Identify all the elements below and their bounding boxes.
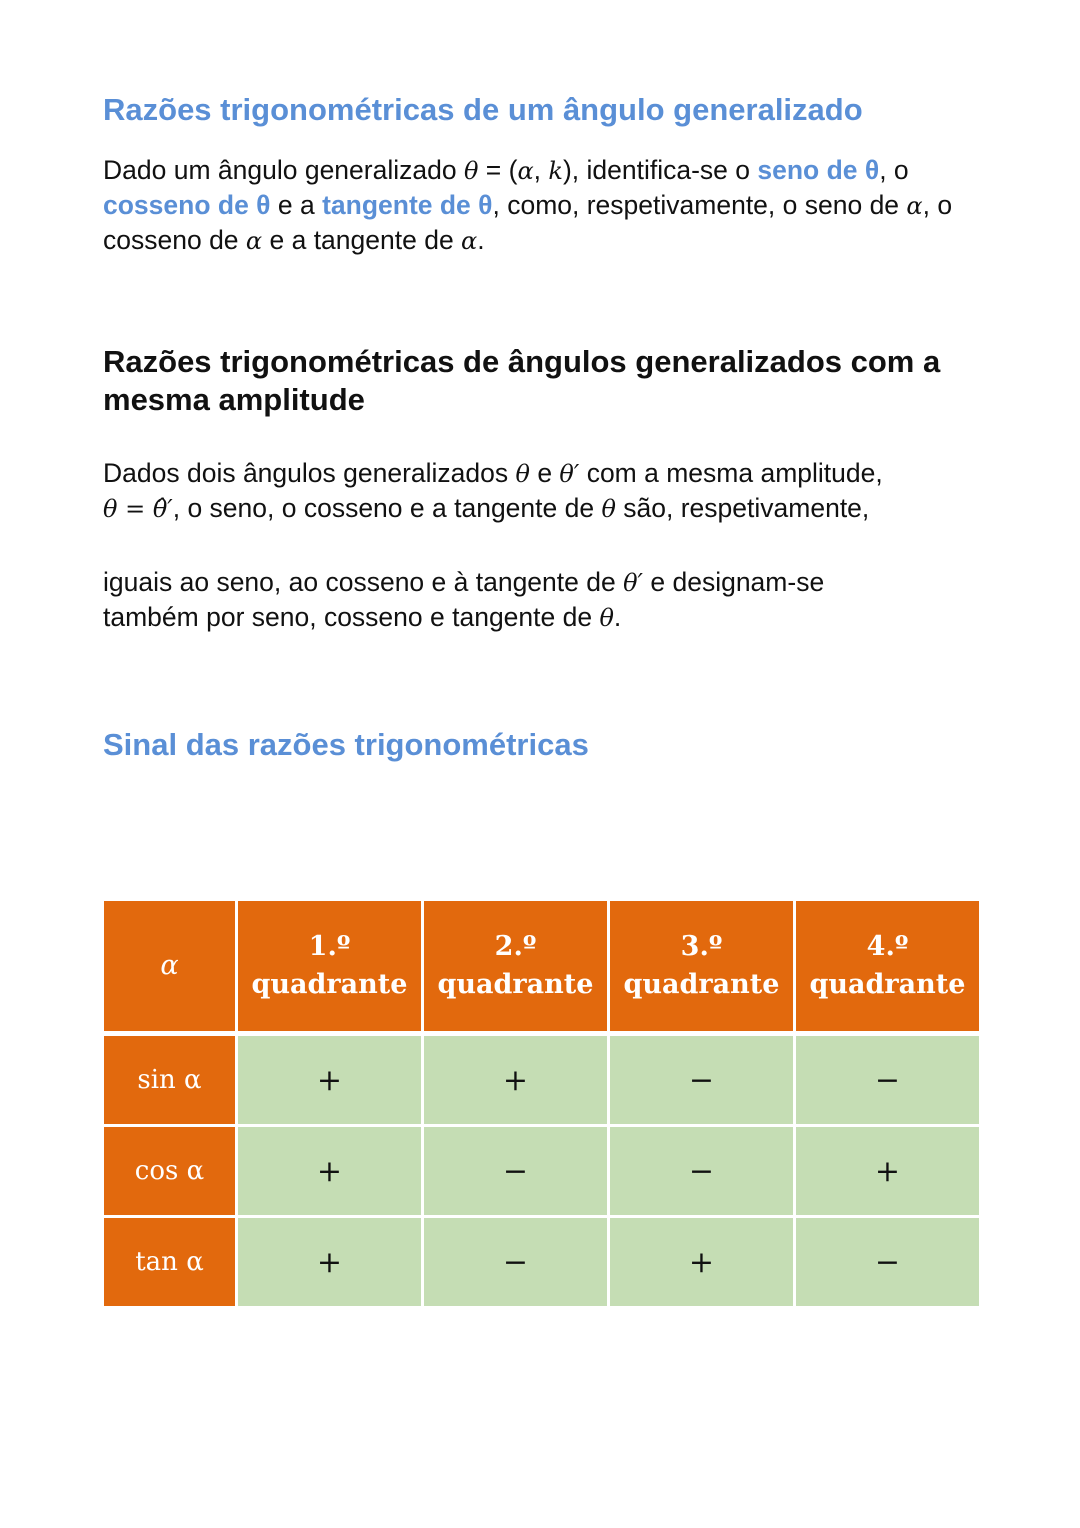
text: também por seno, cosseno e tangente de xyxy=(103,602,600,632)
text: e designam-se xyxy=(643,567,825,597)
text: . xyxy=(613,602,622,632)
math: α xyxy=(906,192,923,220)
text: e a xyxy=(270,190,323,220)
math: θ = θ̂′ xyxy=(103,495,173,523)
row-label: tan α xyxy=(103,1217,237,1308)
sign-cell: − xyxy=(423,1126,609,1217)
header-q2 xyxy=(423,900,609,1034)
header-word: quadrante xyxy=(809,969,966,1000)
math: α xyxy=(461,227,478,255)
text: = ( xyxy=(478,155,518,185)
sign-cell: + xyxy=(609,1217,795,1308)
header-q4 xyxy=(795,900,981,1034)
header-num: 4.º xyxy=(866,931,909,962)
row-label: sin α xyxy=(103,1034,237,1126)
sign-cell: + xyxy=(237,1034,423,1126)
header-num: 2.º xyxy=(494,931,537,962)
sign-cell: + xyxy=(237,1217,423,1308)
section-title-generalized-angle: Razões trigonométricas de um ângulo generalizado xyxy=(103,92,863,127)
header-word: quadrante xyxy=(437,969,594,1000)
header-word: quadrante xyxy=(623,969,780,1000)
sign-cell: − xyxy=(795,1217,981,1308)
row-label: cos α xyxy=(103,1126,237,1217)
sign-cell: − xyxy=(609,1034,795,1126)
math: θ xyxy=(463,157,479,185)
section-title-same-amplitude: Razões trigonométricas de ângulos generalizados com a mesma amplitude xyxy=(103,344,941,417)
section-title-signs: Sinal das razões trigonométricas xyxy=(103,727,589,762)
text: são, respetivamente, xyxy=(615,493,870,523)
text: , como, respetivamente, o seno de xyxy=(492,190,907,220)
header-num: 1.º xyxy=(308,931,351,962)
header-q3 xyxy=(609,900,795,1034)
math: θ xyxy=(599,604,614,632)
sign-cell: − xyxy=(795,1034,981,1126)
math: θ′ xyxy=(559,460,580,488)
paragraph-same-amplitude-2 xyxy=(103,565,1003,635)
sign-cell: − xyxy=(423,1217,609,1308)
math: α xyxy=(517,157,534,185)
sign-cell: + xyxy=(795,1126,981,1217)
text: , o xyxy=(879,155,909,185)
math: θ xyxy=(515,460,530,488)
paragraph-same-amplitude-1 xyxy=(103,456,1003,526)
corner-header: α xyxy=(103,900,237,1034)
math: k xyxy=(548,157,563,185)
text: . xyxy=(477,225,485,255)
text: , o cosseno de xyxy=(103,190,953,255)
text: iguais ao seno, ao cosseno e à tangente de xyxy=(103,567,624,597)
sign-cell: − xyxy=(609,1126,795,1217)
term-tangente: tangente de θ xyxy=(322,190,493,220)
header-q1 xyxy=(237,900,423,1034)
text: com a mesma amplitude, xyxy=(579,458,883,488)
table-row-sin xyxy=(103,1034,981,1126)
term-seno: seno de θ xyxy=(757,155,880,185)
text: e xyxy=(529,458,560,488)
text: , o seno, o cosseno e a tangente de xyxy=(172,493,602,523)
header-word: quadrante xyxy=(251,969,408,1000)
paragraph-definition: Dado um ângulo generalizado θ = (α, k), identifica-se o seno de θ, o cosseno de θ e a tangente de θ, como, respetivamente, o seno de α, o cosseno de α e a tangente de α. xyxy=(103,155,953,255)
term-cosseno: cosseno de θ xyxy=(103,190,271,220)
header-num: 3.º xyxy=(680,931,723,962)
table-row-cos xyxy=(103,1126,981,1217)
table-row-tan xyxy=(103,1217,981,1308)
math: θ′ xyxy=(623,569,643,597)
text: Dados dois ângulos generalizados xyxy=(103,458,516,488)
math: θ xyxy=(601,495,616,523)
math: α xyxy=(245,227,263,255)
sign-cell: + xyxy=(423,1034,609,1126)
text: ), identifica-se o xyxy=(562,155,758,185)
sign-cell: + xyxy=(237,1126,423,1217)
sign-table xyxy=(101,898,982,1309)
table-header-row xyxy=(103,900,981,1034)
text: e a tangente de xyxy=(262,225,462,255)
text: Dado um ângulo generalizado xyxy=(103,155,464,185)
